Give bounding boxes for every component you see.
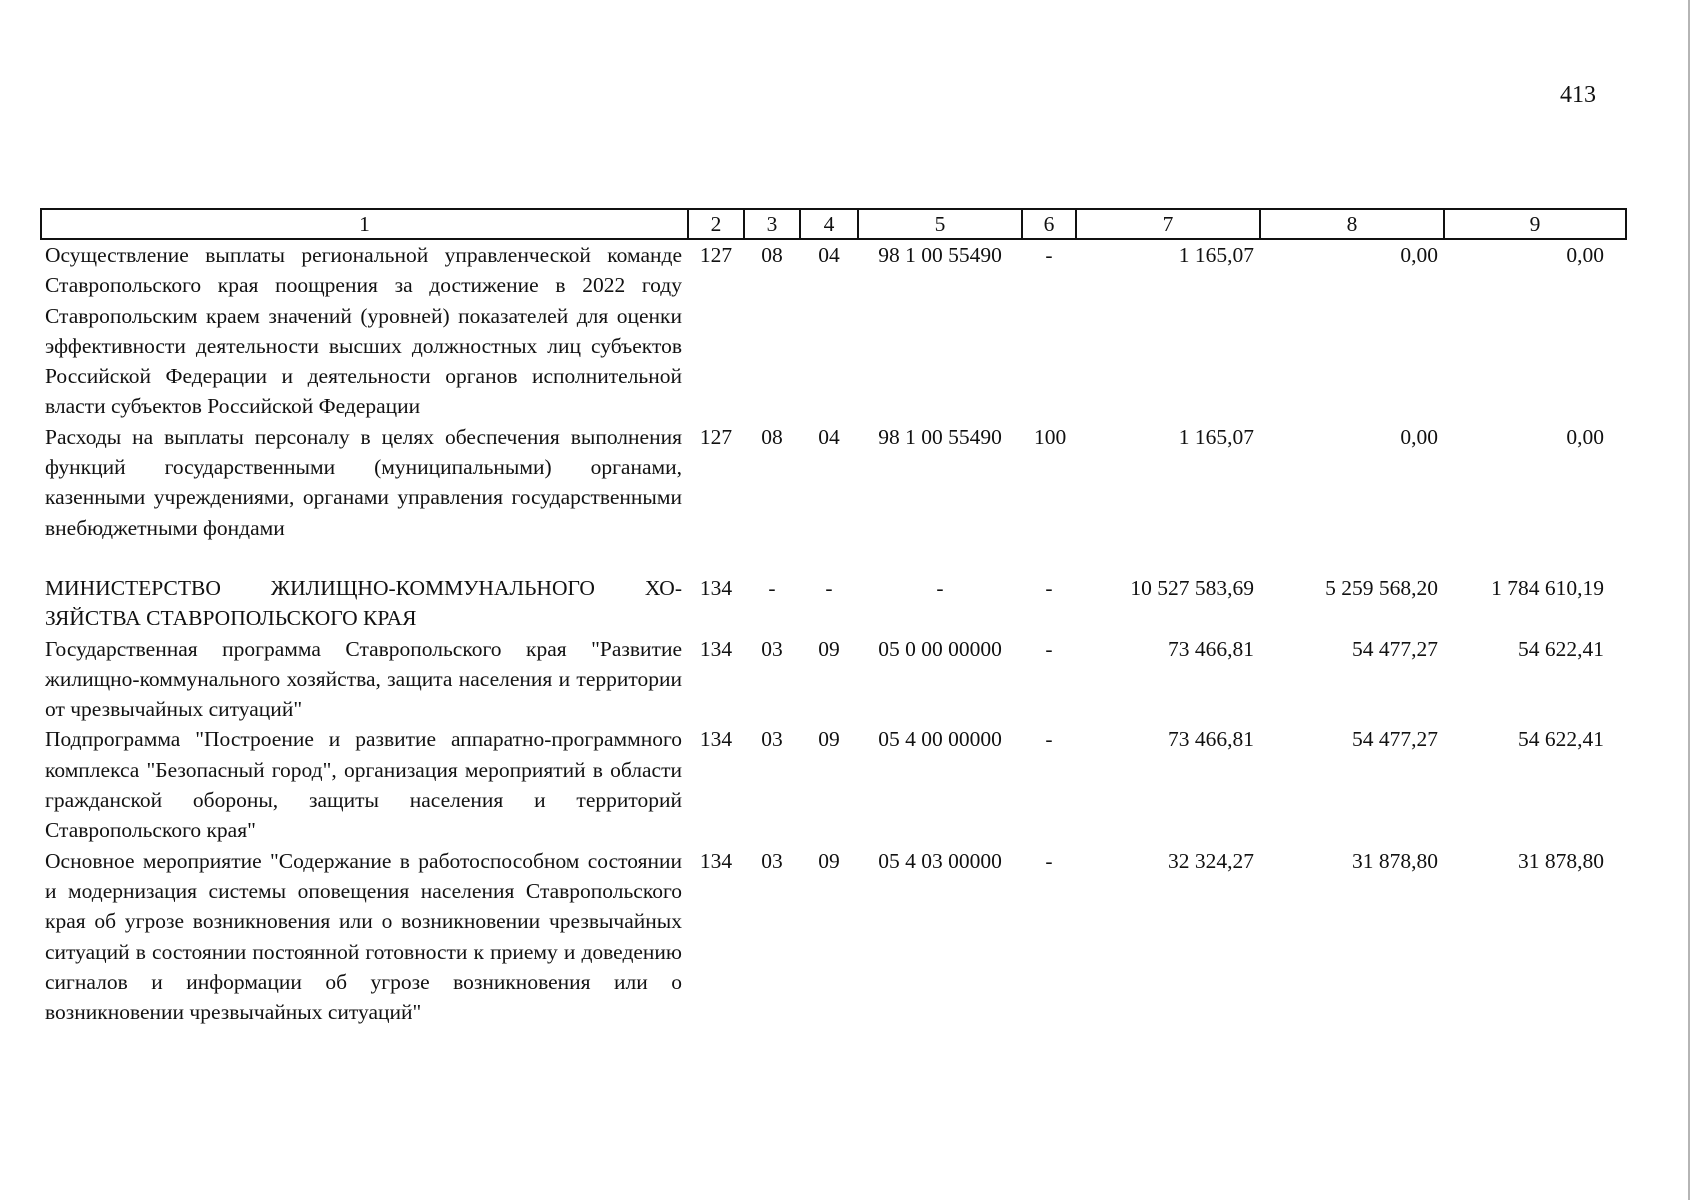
row-code-5: -: [936, 575, 944, 600]
row-code-3: 03: [761, 727, 783, 752]
table-row: [41, 573, 1626, 634]
row-code-2: 134: [699, 848, 733, 873]
row-code-2: 134: [699, 727, 733, 752]
header-col-2: 2: [688, 209, 744, 239]
row-code-2: 127: [699, 243, 733, 267]
table-row: [41, 724, 1626, 845]
row-code-4: 09: [818, 636, 840, 661]
row-code-3: 08: [761, 243, 783, 267]
header-col-9: 9: [1444, 209, 1626, 239]
row-amount-7: 1 165,07: [1178, 424, 1254, 449]
row-amount-7: 10 527 583,69: [1130, 575, 1254, 600]
table-row: [41, 239, 1626, 422]
row-code-3: 03: [761, 848, 783, 873]
row-amount-8: 0,00: [1400, 424, 1438, 449]
header-col-6: 6: [1022, 209, 1076, 239]
row-amount-7: 32 324,27: [1168, 848, 1254, 873]
row-code-3: 03: [761, 636, 783, 661]
row-amount-7: 73 466,81: [1168, 636, 1254, 661]
table-row: [41, 422, 1626, 543]
row-amount-8: 5 259 568,20: [1325, 575, 1438, 600]
row-code-6: -: [1045, 243, 1053, 267]
row-code-4: 09: [818, 848, 840, 873]
row-code-3: 08: [761, 424, 783, 449]
row-code-3: -: [768, 575, 776, 600]
row-description: МИНИСТЕРСТВО ЖИЛИЩНО-КОММУНАЛЬНОГО ХО-ЗЯЙСТВА СТАВРОПОЛЬСКОГО КРАЯ: [45, 575, 682, 631]
row-code-4: -: [825, 575, 833, 600]
row-description: Государственная программа Ставропольского края "Развитие жилищно-коммунального хозяйства, защита населения и территории от чрезвычайных ситуаций": [45, 636, 682, 722]
header-col-1: 1: [41, 209, 688, 239]
row-description: Подпрограмма "Построение и развитие аппаратно-программного комплекса "Безопасный город", организация мероприятий в области гражданской обороны, защиты населения и территорий Ставропольского края": [45, 727, 682, 843]
row-amount-9: 54 622,41: [1518, 727, 1604, 752]
row-code-5: 05 4 03 00000: [878, 848, 1002, 873]
spacer-cell: [41, 543, 1626, 573]
header-col-5: 5: [858, 209, 1022, 239]
header-col-7: 7: [1076, 209, 1260, 239]
header-col-8: 8: [1260, 209, 1444, 239]
row-amount-9: 0,00: [1566, 243, 1604, 267]
row-description: Основное мероприятие "Содержание в работоспособном состоянии и модернизация системы оповещения населения Ставропольского края об угрозе возникновения или о возникновении чрезвычайных ситуаций в состоянии постоянной готовности к приему и доведению сигналов и информации об угрозе возникновения или о возникновении чрезвычайных ситуаций": [45, 848, 682, 1025]
header-row: [41, 209, 1626, 239]
row-code-4: 04: [818, 243, 840, 267]
scan-edge: [1688, 0, 1690, 1200]
table-body: [41, 239, 1626, 1027]
row-amount-9: 31 878,80: [1518, 848, 1604, 873]
row-amount-8: 31 878,80: [1352, 848, 1438, 873]
page-number: 413: [1560, 82, 1596, 108]
header-col-4: 4: [800, 209, 858, 239]
row-amount-8: 0,00: [1400, 243, 1438, 267]
row-code-6: 100: [1034, 424, 1067, 449]
row-code-2: 127: [699, 424, 733, 449]
budget-table: [40, 208, 1627, 1027]
row-amount-9: 54 622,41: [1518, 636, 1604, 661]
row-amount-8: 54 477,27: [1352, 727, 1438, 752]
row-code-2: 134: [699, 575, 733, 600]
row-code-4: 04: [818, 424, 840, 449]
table-header: [41, 209, 1626, 239]
row-code-5: 98 1 00 55490: [878, 424, 1002, 449]
row-amount-7: 1 165,07: [1178, 243, 1254, 267]
table-row: [41, 846, 1626, 1028]
row-code-6: -: [1045, 727, 1053, 752]
row-code-4: 09: [818, 727, 840, 752]
row-code-6: -: [1045, 848, 1053, 873]
row-code-5: 98 1 00 55490: [878, 243, 1002, 267]
table-row: [41, 634, 1626, 725]
row-amount-9: 1 784 610,19: [1491, 575, 1604, 600]
row-code-5: 05 4 00 00000: [878, 727, 1002, 752]
row-code-6: -: [1045, 575, 1053, 600]
row-amount-9: 0,00: [1566, 424, 1604, 449]
row-amount-7: 73 466,81: [1168, 727, 1254, 752]
row-code-5: 05 0 00 00000: [878, 636, 1002, 661]
header-col-3: 3: [744, 209, 800, 239]
row-amount-8: 54 477,27: [1352, 636, 1438, 661]
row-description: Расходы на выплаты персоналу в целях обеспечения выполнения функций государственными (муниципальными) органами, казенными учреждениями, органами управления государственными внебюджетными фондами: [45, 424, 682, 540]
spacer-row: [41, 543, 1626, 573]
row-code-6: -: [1045, 636, 1053, 661]
row-description: Осуществление выплаты региональной управленческой команде Ставропольского края поощрения за достижение в 2022 году Ставропольским краем значений (уровней) показателей для оценки эффективности деятельности высших должностных лиц субъектов Российской Федерации и деятельности органов исполнительной власти субъектов Российской Федерации: [45, 243, 682, 419]
row-code-2: 134: [699, 636, 733, 661]
